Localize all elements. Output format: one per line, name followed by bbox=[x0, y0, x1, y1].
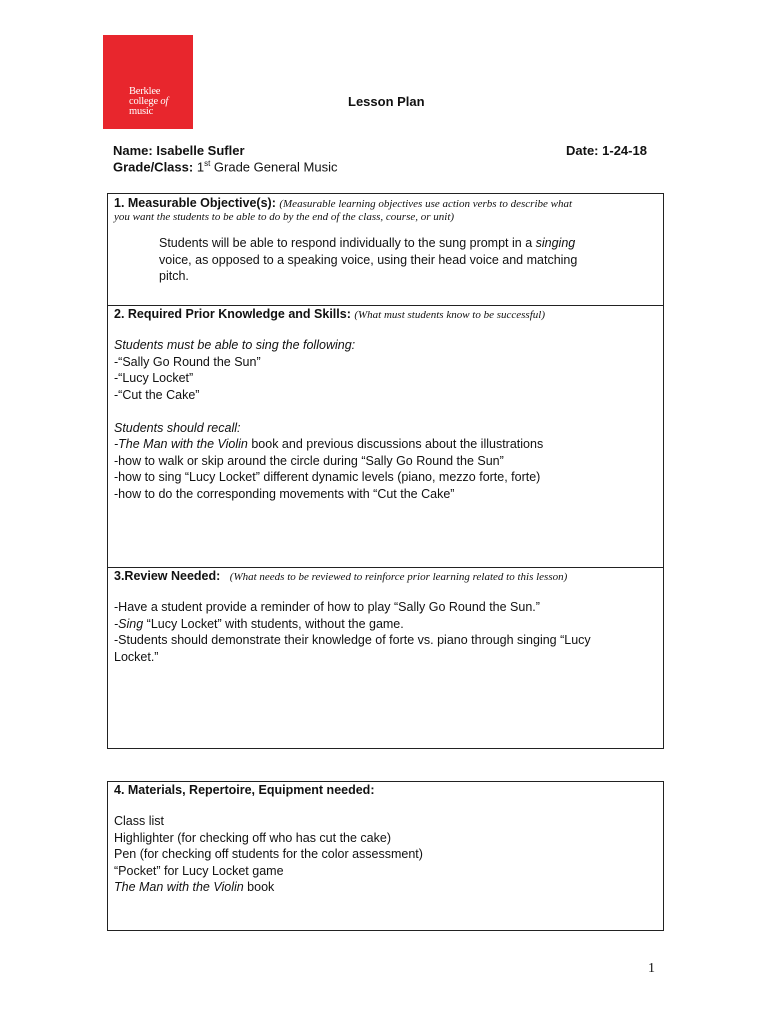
review-item: Locket.” bbox=[114, 649, 159, 664]
prior-knowledge-note: (What must students know to be successful) bbox=[354, 309, 545, 321]
grade-row bbox=[113, 159, 337, 174]
review-note: (What needs to be reviewed to reinforce prior learning related to this lesson) bbox=[229, 571, 568, 583]
review-item: -Students should demonstrate their knowledge of forte vs. piano through singing “Lucy bbox=[114, 633, 591, 647]
songs-intro: Students must be able to sing the following: bbox=[114, 338, 356, 352]
material-item: The Man with the Violin book bbox=[114, 880, 275, 894]
review-heading: 3.Review Needed: (What needs to be reviewed to reinforce prior learning related to this lesson) bbox=[114, 569, 568, 583]
name-value: Isabelle Sufler bbox=[156, 143, 245, 158]
recall-item: -how to do the corresponding movements with “Cut the Cake” bbox=[114, 486, 455, 501]
grade-label: Grade/Class: bbox=[113, 159, 194, 175]
grade-value: Grade General Music bbox=[210, 159, 338, 175]
review-item: -Sing “Lucy Locket” with students, without the game. bbox=[114, 616, 404, 631]
date-label: Date: bbox=[566, 143, 599, 158]
grade-superscript: st bbox=[204, 159, 211, 168]
logo-line-1: Berklee bbox=[129, 86, 161, 97]
prior-knowledge-heading: 2. Required Prior Knowledge and Skills: (What must students know to be successful) bbox=[114, 307, 545, 321]
page-number: 1 bbox=[648, 961, 655, 976]
objectives-section bbox=[107, 193, 664, 306]
berklee-logo bbox=[103, 35, 193, 129]
song-item: -“Lucy Locket” bbox=[114, 371, 194, 385]
materials-section bbox=[107, 781, 664, 931]
objectives-heading: 1. Measurable Objective(s): (Measurable learning objectives use action verbs to describe what bbox=[114, 196, 573, 210]
material-item: Highlighter (for checking off who has cut the cake) bbox=[114, 830, 391, 845]
grade-number: 1 bbox=[196, 159, 205, 175]
name-row bbox=[113, 143, 245, 158]
objective-text-line2: voice, as opposed to a speaking voice, using their head voice and matching bbox=[159, 252, 578, 267]
song-item: -“Sally Go Round the Sun” bbox=[114, 354, 261, 369]
objective-text-line3: pitch. bbox=[159, 269, 189, 283]
objectives-note: (Measurable learning objectives use action verbs to describe what bbox=[279, 198, 573, 210]
material-item: Class list bbox=[114, 814, 165, 828]
recall-intro: Students should recall: bbox=[114, 420, 241, 435]
recall-item: -how to sing “Lucy Locket” different dynamic levels (piano, mezzo forte, forte) bbox=[114, 470, 541, 484]
page-title: Lesson Plan bbox=[348, 94, 425, 109]
date-row bbox=[566, 143, 647, 158]
name-label: Name: bbox=[113, 143, 153, 158]
recall-item: -The Man with the Violin book and previous discussions about the illustrations bbox=[114, 437, 544, 451]
materials-heading: 4. Materials, Repertoire, Equipment needed: bbox=[114, 783, 375, 797]
objectives-note-line2: you want the students to be able to do by the end of the class, course, or unit) bbox=[114, 211, 455, 223]
date-value: 1-24-18 bbox=[602, 143, 647, 158]
logo-line-2: college of bbox=[129, 96, 169, 107]
recall-item: -how to walk or skip around the circle during “Sally Go Round the Sun” bbox=[114, 453, 504, 468]
review-section bbox=[107, 567, 664, 749]
material-item: Pen (for checking off students for the color assessment) bbox=[114, 847, 423, 861]
prior-knowledge-section bbox=[107, 305, 664, 568]
review-item: -Have a student provide a reminder of how to play “Sally Go Round the Sun.” bbox=[114, 600, 540, 614]
song-item: -“Cut the Cake” bbox=[114, 387, 200, 402]
objective-text: Students will be able to respond individually to the sung prompt in a singing bbox=[159, 236, 576, 250]
logo-line-3: music bbox=[129, 106, 154, 117]
material-item: “Pocket” for Lucy Locket game bbox=[114, 863, 284, 878]
